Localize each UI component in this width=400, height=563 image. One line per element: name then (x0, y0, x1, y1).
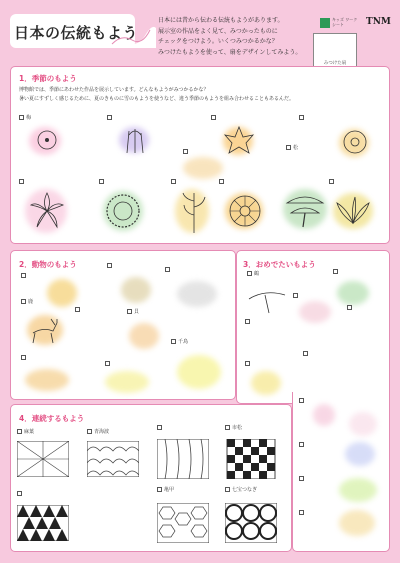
section-title: 4．連続するもよう (19, 414, 85, 423)
checkerboard-pattern-icon (225, 439, 277, 479)
checklist-item[interactable] (219, 179, 284, 239)
museum-logo (320, 16, 390, 30)
watercolor-wash (121, 277, 151, 303)
checkbox[interactable] (105, 361, 110, 366)
checkbox[interactable] (299, 442, 304, 447)
checklist-item[interactable] (157, 487, 217, 547)
checkbox[interactable] (99, 179, 104, 184)
checklist-item[interactable] (299, 510, 385, 540)
intro-line: みつけたもようを使って、扇をデザインしてみよう。 (158, 48, 302, 56)
rice-plant-icon (179, 189, 209, 233)
bamboo-leaves-icon (333, 193, 373, 229)
section-seasonal (10, 66, 390, 244)
checklist-item[interactable] (21, 355, 79, 395)
checkbox[interactable] (211, 115, 216, 120)
checklist-item[interactable] (299, 476, 385, 506)
fan-design-box[interactable] (313, 33, 357, 68)
intro-line: 日本には昔から伝わる伝統もようがあります。 (158, 17, 284, 24)
checklist-item[interactable] (171, 339, 231, 395)
watercolor-wash (183, 157, 223, 179)
checkbox[interactable] (157, 425, 162, 430)
logo-mark-icon (320, 18, 330, 28)
item-label: 鹿 (28, 299, 34, 305)
watercolor-wash (177, 281, 217, 307)
section-description (19, 86, 294, 103)
item-label: 梅 (26, 115, 32, 121)
watercolor-wash (339, 478, 377, 502)
checkbox[interactable] (245, 361, 250, 366)
crane-icon (247, 285, 287, 315)
section-auspicious (236, 250, 390, 404)
watercolor-wash (177, 355, 221, 389)
checkbox[interactable] (299, 398, 304, 403)
checkbox[interactable] (165, 267, 170, 272)
checkbox[interactable] (157, 487, 162, 492)
wave-decoration-icon (108, 14, 156, 48)
section-auspicious-extension (292, 392, 390, 552)
section-title: 3．おめでたいもよう (243, 260, 316, 269)
checklist-item[interactable] (245, 319, 305, 355)
checklist-item[interactable] (75, 307, 125, 347)
checklist-item[interactable] (299, 442, 385, 470)
watercolor-wash (313, 404, 335, 426)
item-label: 七宝つなぎ (232, 487, 258, 493)
checklist-item[interactable] (183, 149, 263, 183)
section-repeating (10, 404, 292, 552)
checklist-item[interactable] (343, 406, 385, 440)
checkbox[interactable] (219, 179, 224, 184)
wave-pattern-icon (87, 441, 139, 477)
checkbox[interactable] (21, 273, 26, 278)
item-label: 千鳥 (178, 339, 189, 345)
description-line: 暑い夏にすずしく感じるために、夏のきものに雪のもようを使うなど、違う季節のもようを組み合わせることもあるんだ。 (19, 95, 295, 102)
seven-treasures-pattern-icon (225, 503, 277, 543)
item-label: 貝 (134, 309, 140, 315)
intro-text (158, 16, 313, 58)
checkbox[interactable] (286, 145, 291, 150)
watercolor-wash (105, 371, 149, 393)
page-title: 日本の伝統もよう (14, 24, 139, 42)
item-label: 松 (293, 145, 299, 151)
watercolor-wash (25, 369, 69, 391)
checklist-item[interactable] (87, 429, 147, 479)
checkbox[interactable] (299, 115, 304, 120)
checkbox[interactable] (293, 293, 298, 298)
item-label: 鶴 (254, 271, 260, 277)
checklist-item[interactable] (17, 429, 77, 479)
section-title: 2．動物のもよう (19, 260, 77, 269)
checklist-item[interactable] (21, 299, 71, 349)
item-label: 麻葉 (24, 429, 35, 435)
checklist-item[interactable] (105, 361, 161, 397)
logo-text: キッズ ワークシート (332, 17, 358, 27)
intro-line: チェックをつけよう。いくつみつかるかな？ (158, 38, 278, 46)
checkbox[interactable] (75, 307, 80, 312)
item-label: 亀甲 (164, 487, 175, 493)
checkbox[interactable] (329, 179, 334, 184)
checklist-item[interactable] (303, 351, 353, 395)
watercolor-wash (251, 371, 281, 395)
checkbox[interactable] (107, 115, 112, 120)
checkbox[interactable] (127, 309, 132, 314)
wisteria-wreath-icon (103, 191, 143, 231)
intro-line: 展示室の作品をよく見て、みつかったものに (158, 27, 278, 35)
checklist-item[interactable] (107, 115, 187, 157)
checklist-item[interactable] (19, 179, 99, 239)
checkbox[interactable] (299, 476, 304, 481)
checkbox[interactable] (21, 355, 26, 360)
logo-badge: TNM (366, 17, 391, 27)
checklist-item[interactable] (347, 305, 387, 395)
fan-design-label: みつけた扇 (323, 61, 347, 66)
checkbox[interactable] (247, 271, 252, 276)
checkbox[interactable] (19, 115, 24, 120)
watercolor-wash (339, 510, 375, 536)
checklist-item[interactable] (157, 425, 217, 481)
checkbox[interactable] (225, 425, 230, 430)
checkbox[interactable] (21, 299, 26, 304)
section-animals (10, 250, 236, 400)
checkbox[interactable] (107, 263, 112, 268)
watercolor-wash (129, 323, 159, 349)
cherry-blossom-icon (25, 189, 69, 233)
checkbox[interactable] (333, 269, 338, 274)
checklist-item[interactable] (225, 487, 285, 547)
item-label: 市松 (232, 425, 243, 431)
vertical-stripe-pattern-icon (157, 439, 209, 479)
plum-flower-icon (27, 125, 67, 155)
checkbox[interactable] (183, 149, 188, 154)
item-label: 青海波 (94, 429, 110, 435)
checkbox[interactable] (19, 179, 24, 184)
iris-icon (115, 125, 155, 155)
checklist-item[interactable] (279, 179, 334, 239)
watercolor-wash (345, 442, 375, 466)
checkbox[interactable] (245, 319, 250, 324)
checkbox[interactable] (299, 510, 304, 515)
watercolor-wash (349, 412, 377, 436)
checklist-item[interactable] (19, 115, 89, 157)
scale-pattern-icon (17, 505, 69, 541)
checklist-item[interactable] (247, 271, 297, 315)
chrysanthemum-icon (335, 127, 375, 157)
checkbox[interactable] (225, 487, 230, 492)
checkbox[interactable] (87, 429, 92, 434)
description-line: 博物館では、季節にあわせた作品を展示しています。どんなもようがみつかるかな？ (19, 87, 209, 93)
checkbox[interactable] (17, 491, 22, 496)
checkbox[interactable] (347, 305, 352, 310)
checkbox[interactable] (171, 339, 176, 344)
checklist-item[interactable] (299, 398, 339, 432)
tortoiseshell-pattern-icon (157, 503, 209, 543)
pine-tree-icon (283, 189, 327, 229)
deer-icon (27, 315, 63, 345)
checklist-item[interactable] (107, 263, 167, 309)
section-title: 1．季節のもよう (19, 74, 77, 83)
hemp-leaf-pattern-icon (17, 441, 69, 477)
checklist-item[interactable] (165, 267, 231, 313)
checkbox[interactable] (17, 429, 22, 434)
chrysanthemum-crest-icon (227, 193, 263, 229)
checklist-item[interactable] (17, 491, 77, 547)
checklist-item[interactable] (99, 179, 169, 239)
checkbox[interactable] (303, 351, 308, 356)
checklist-item[interactable] (329, 179, 384, 239)
checkbox[interactable] (171, 179, 176, 184)
checklist-item[interactable] (225, 425, 285, 481)
